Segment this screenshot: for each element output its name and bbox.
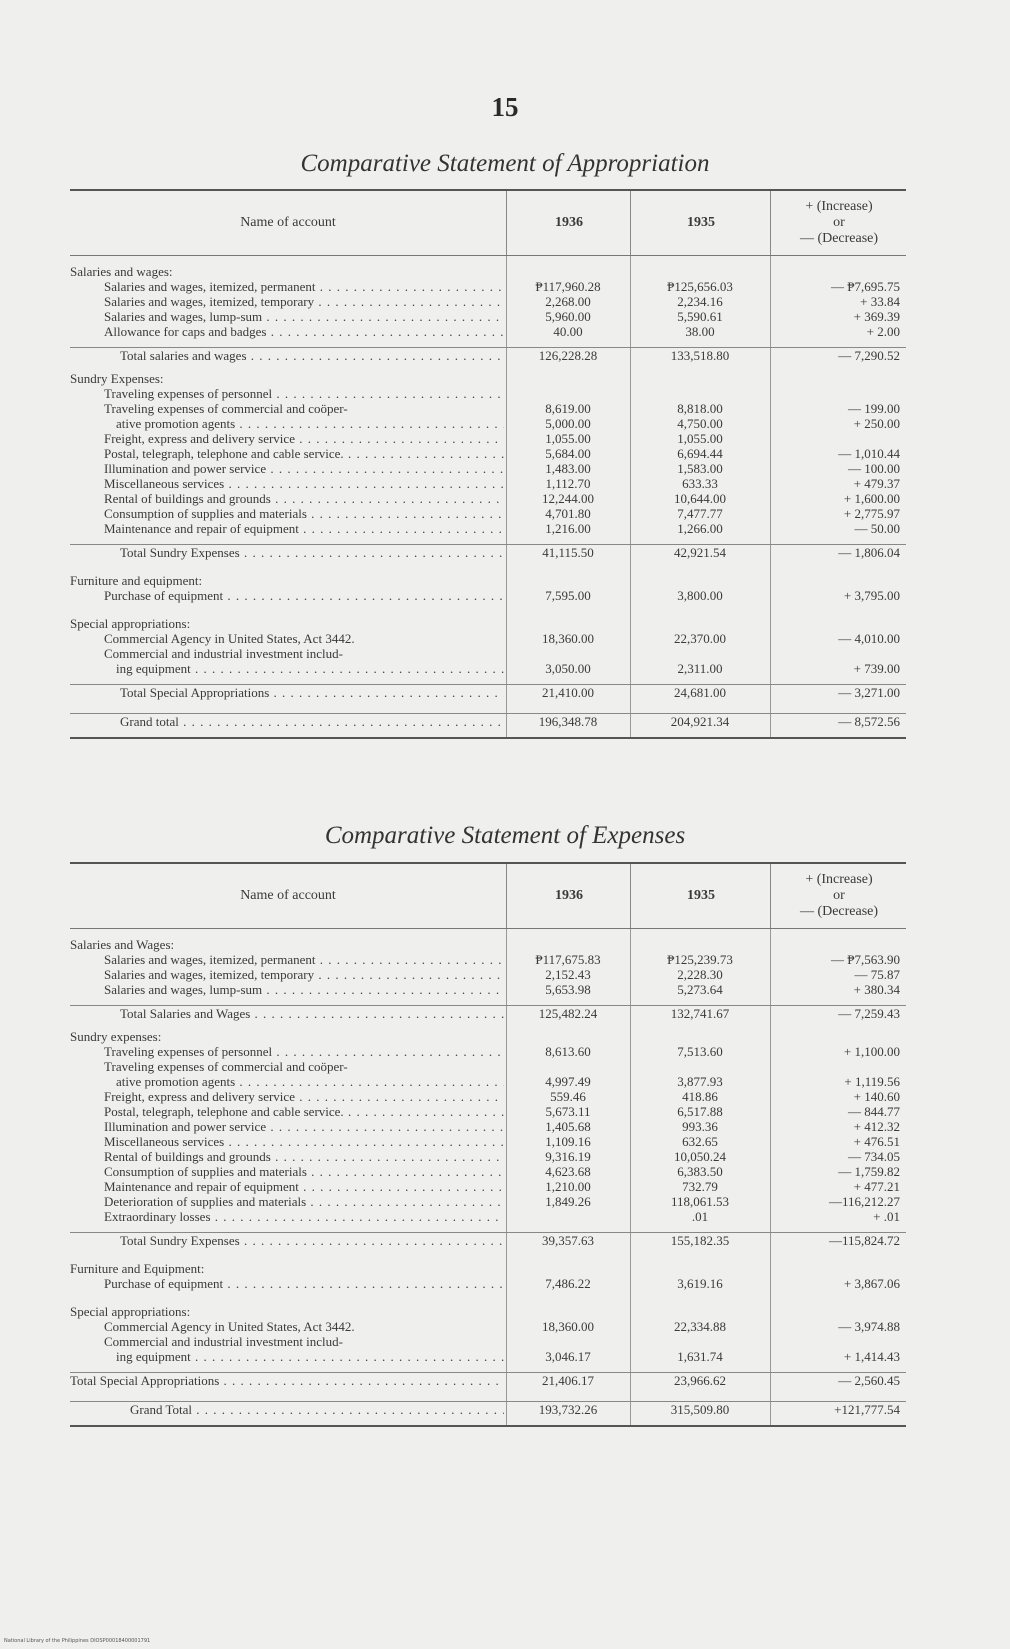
header-change-decrease: — (Decrease) xyxy=(799,904,879,919)
table-bottom-rule xyxy=(70,1425,906,1427)
table-row: Consumption of supplies and materials . . . 4,623.68 6,383.50 — 1,759.82 xyxy=(70,1164,906,1179)
header-1935: 1935 xyxy=(630,864,771,928)
appropriation-table xyxy=(70,189,906,739)
table-row: ative promotion agents . . . 5,000.00 4,750.00 + 250.00 xyxy=(70,416,906,431)
table-row: Illumination and power service . . . 1,405.68 993.36 + 412.32 xyxy=(70,1119,906,1134)
total-row: Total Salaries and Wages . . . 125,482.24 132,741.67 — 7,259.43 xyxy=(70,1005,906,1021)
table-row: Allowance for caps and badges . . . 40.00 38.00 + 2.00 xyxy=(70,324,906,339)
table-row: Purchase of equipment . . . 7,486.22 3,619.16 + 3,867.06 xyxy=(70,1276,906,1291)
header-name: Name of account xyxy=(240,215,336,230)
table-row: ing equipment . . . 3,046.17 1,631.74 + 1,414.43 xyxy=(70,1349,906,1364)
total-row: Total Special Appropriations . . . 21,406.17 23,966.62 — 2,560.45 xyxy=(70,1372,906,1388)
table-row: Freight, express and delivery service . . . 559.46 418.86 + 140.60 xyxy=(70,1089,906,1104)
header-name: Name of account xyxy=(240,888,336,903)
table-body xyxy=(70,256,906,737)
table-row: Commercial Agency in United States, Act 3442. 18,360.00 22,334.88 — 3,974.88 xyxy=(104,1319,900,1334)
header-change-or: or xyxy=(833,215,845,230)
header-1936: 1936 xyxy=(506,864,631,928)
table-row: Maintenance and repair of equipment . . . 1,210.00 732.79 + 477.21 xyxy=(70,1179,906,1194)
section-heading: Furniture and Equipment: xyxy=(70,1261,205,1276)
section-heading: Sundry expenses: xyxy=(70,1029,162,1044)
table-row: Salaries and wages, itemized, temporary . . . 2,152.43 2,228.30 — 75.87 xyxy=(70,967,906,982)
header-1935: 1935 xyxy=(630,191,771,255)
table-row: Purchase of equipment . . . 7,595.00 3,800.00 + 3,795.00 xyxy=(70,588,906,603)
table-row: Maintenance and repair of equipment . . . 1,216.00 1,266.00 — 50.00 xyxy=(70,521,906,536)
expenses-title: Comparative Statement of Expenses xyxy=(324,822,686,849)
expenses-table xyxy=(70,862,906,1427)
page-number: 15 xyxy=(491,92,519,122)
grand-total-row: Grand Total . . . 193,732.26 315,509.80 +121,777.54 xyxy=(70,1401,906,1417)
table-row: Postal, telegraph, telephone and cable service. . . . 5,673.11 6,517.88 — 844.77 xyxy=(70,1104,906,1119)
table-bottom-rule xyxy=(70,737,906,739)
table-header xyxy=(70,864,906,929)
header-change-or: or xyxy=(833,888,845,903)
table-row: Consumption of supplies and materials . . . 4,701.80 7,477.77 + 2,775.97 xyxy=(70,506,906,521)
total-row: Total Special Appropriations . . . 21,410.00 24,681.00 — 3,271.00 xyxy=(70,684,906,700)
table-row: Miscellaneous services . . . 1,109.16 632.65 + 476.51 xyxy=(70,1134,906,1149)
table-row: Salaries and wages, itemized, permanent . . . ₱117,675.83 ₱125,239.73 — ₱7,563.90 xyxy=(70,952,906,967)
table-row: Rental of buildings and grounds . . . 9,316.19 10,050.24 — 734.05 xyxy=(70,1149,906,1164)
table-row: Salaries and wages, itemized, permanent . . . ₱117,960.28 ₱125,656.03 — ₱7,695.75 xyxy=(70,279,906,294)
section-heading: Special appropriations: xyxy=(70,1304,191,1319)
header-change-increase: + (Increase) xyxy=(805,872,873,887)
total-row: Total Sundry Expenses . . . 41,115.50 42,921.54 — 1,806.04 xyxy=(70,544,906,560)
section-heading: Furniture and equipment: xyxy=(70,573,203,588)
table-row: Traveling expenses of personnel . . . 8,613.60 7,513.60 + 1,100.00 xyxy=(70,1044,906,1059)
table-row: Miscellaneous services . . . 1,112.70 633.33 + 479.37 xyxy=(70,476,906,491)
table-body xyxy=(70,929,906,1425)
table-row: Deterioration of supplies and materials . . . 1,849.26 118,061.53 —116,212.27 xyxy=(70,1194,906,1209)
table-row: Traveling expenses of commercial and coöper- xyxy=(104,1059,348,1074)
section-heading: Special appropriations: xyxy=(70,616,191,631)
header-change-decrease: — (Decrease) xyxy=(799,231,879,246)
table-row: Postal, telegraph, telephone and cable service. . . . 5,684.00 6,694.44 — 1,010.44 xyxy=(70,446,906,461)
table-row: Traveling expenses of commercial and coöper- 8,619.00 8,818.00 — 199.00 xyxy=(104,401,900,416)
header-change-increase: + (Increase) xyxy=(805,199,873,214)
section-heading: Sundry Expenses: xyxy=(70,371,164,386)
table-row: Salaries and wages, itemized, temporary . . . 2,268.00 2,234.16 + 33.84 xyxy=(70,294,906,309)
total-row: Total salaries and wages . . . 126,228.28 133,518.80 — 7,290.52 xyxy=(70,347,906,363)
header-change xyxy=(770,864,907,928)
table-row: Extraordinary losses . . . .01 + .01 xyxy=(70,1209,906,1224)
scan-footer: National Library of the Philippines DIOSP00018400001791 xyxy=(4,1638,151,1644)
table-header xyxy=(70,191,906,256)
table-row: ing equipment . . . 3,050.00 2,311.00 + 739.00 xyxy=(70,661,906,676)
table-row: Salaries and wages, lump-sum . . . 5,653.98 5,273.64 + 380.34 xyxy=(70,982,906,997)
table-row: Commercial and industrial investment includ- xyxy=(104,1334,344,1349)
table-row: Rental of buildings and grounds . . . 12,244.00 10,644.00 + 1,600.00 xyxy=(70,491,906,506)
appropriation-title: Comparative Statement of Appropriation xyxy=(300,150,710,177)
table-row: Traveling expenses of personnel . . . xyxy=(70,386,906,401)
table-row: Freight, express and delivery service . . . 1,055.00 1,055.00 xyxy=(70,431,906,446)
header-change xyxy=(770,191,907,255)
section-heading: Salaries and Wages: xyxy=(70,937,175,952)
table-row: ative promotion agents . . . 4,997.49 3,877.93 + 1,119.56 xyxy=(70,1074,906,1089)
total-row: Total Sundry Expenses . . . 39,357.63 155,182.35 —115,824.72 xyxy=(70,1232,906,1248)
section-heading: Salaries and wages: xyxy=(70,264,173,279)
table-row: Commercial and industrial investment includ- xyxy=(104,646,344,661)
grand-total-row: Grand total . . . 196,348.78 204,921.34 — 8,572.56 xyxy=(70,713,906,729)
table-row: Commercial Agency in United States, Act 3442. 18,360.00 22,370.00 — 4,010.00 xyxy=(104,631,900,646)
header-1936: 1936 xyxy=(506,191,631,255)
table-row: Salaries and wages, lump-sum . . . 5,960.00 5,590.61 + 369.39 xyxy=(70,309,906,324)
table-row: Illumination and power service . . . 1,483.00 1,583.00 — 100.00 xyxy=(70,461,906,476)
